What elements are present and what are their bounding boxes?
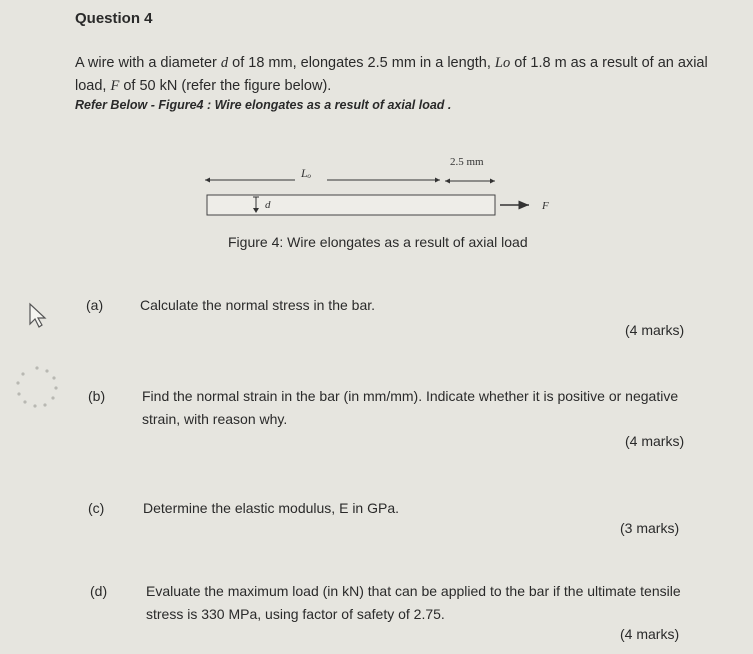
figure-reference-note: Refer Below - Figure4 : Wire elongates as a result of axial load .	[75, 98, 452, 112]
force-label: F	[542, 200, 549, 212]
question-title: Question 4	[75, 10, 153, 27]
part-c-text: Determine the elastic modulus, E in GPa.	[143, 500, 400, 516]
part-b-marks: (4 marks)	[625, 433, 685, 449]
part-d-label: (d)	[90, 583, 108, 599]
part-a-label: (a)	[86, 297, 104, 313]
loading-spinner-icon	[14, 364, 60, 410]
part-d-marks: (4 marks)	[620, 626, 680, 642]
part-c-label: (c)	[88, 500, 105, 516]
part-a-marks: (4 marks)	[625, 322, 685, 338]
lo-label: Lₒ	[301, 166, 312, 180]
wire-bar	[207, 195, 495, 215]
diameter-label: d	[265, 199, 271, 211]
mouse-cursor-icon	[28, 302, 50, 328]
part-b-text: Find the normal strain in the bar (in mm/mm). Indicate whether it is positive or negative strain, with reason why.	[142, 388, 679, 427]
part-b-label: (b)	[88, 388, 106, 404]
question-intro: A wire with a diameter d of 18 mm, elongates 2.5 mm in a length, Lo of 1.8 m as a result of an axial load, F of 50 kN (refer the figure below).	[75, 55, 708, 94]
figure-caption: Figure 4: Wire elongates as a result of axial load	[228, 234, 528, 250]
elongation-label: 2.5 mm	[450, 156, 484, 168]
part-a-text: Calculate the normal stress in the bar.	[140, 297, 376, 313]
wire-elongation-figure	[195, 150, 565, 230]
part-c-marks: (3 marks)	[620, 520, 680, 536]
part-d-text: Evaluate the maximum load (in kN) that can be applied to the bar if the ultimate tensile stress is 330 MPa, using factor of safety of 2.75.	[146, 583, 681, 622]
